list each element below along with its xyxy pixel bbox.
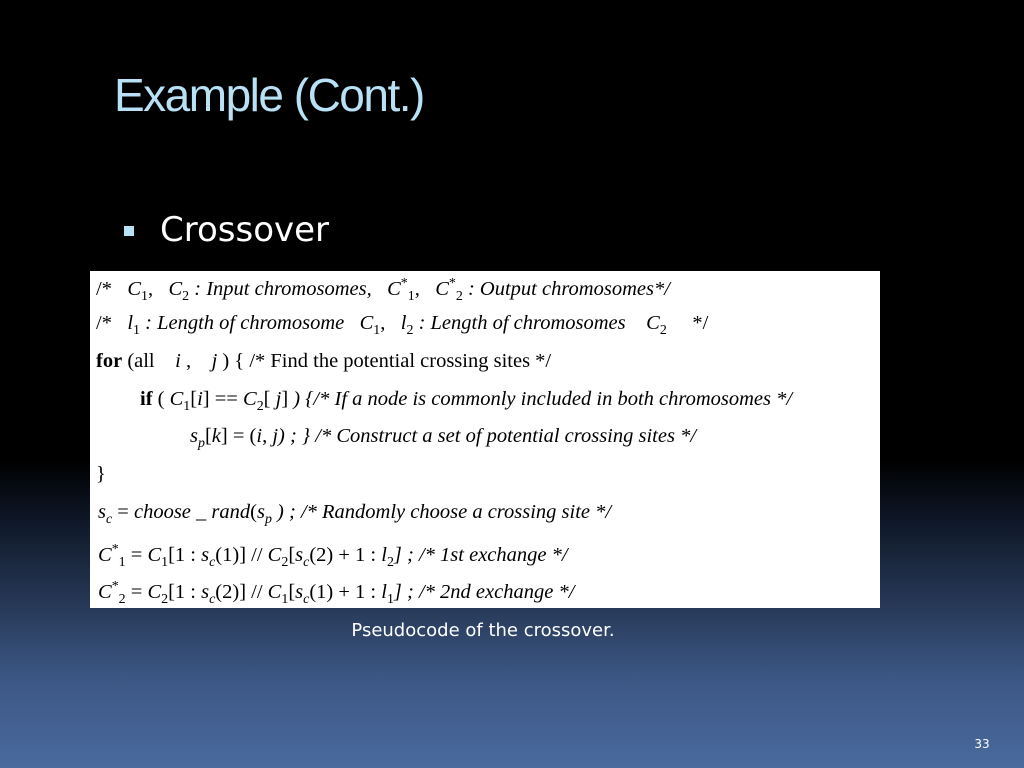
keyword-for: for (96, 350, 123, 372)
pseudocode-image (90, 271, 880, 608)
code-line-3 (96, 351, 551, 372)
sub-2: 2 (386, 554, 394, 570)
sub-1: 1 (373, 323, 381, 339)
var-j: j (211, 350, 218, 372)
sub-1: 1 (133, 323, 140, 339)
code-line-9: $C^*_2 = C_2[1$ : $s_c(2)] // C_1[s_c(1) + 1$ : $l_1$] ; /* 2nd exchange */ (98, 579, 575, 607)
comment-close: */ (692, 312, 709, 334)
star-sup: * (111, 579, 119, 594)
code-line-1 (96, 277, 670, 304)
figure-caption: Pseudocode of the crossover. (351, 620, 615, 641)
var-c: C (98, 543, 112, 566)
range-start: [1 : (168, 543, 196, 566)
code-line-6 (96, 464, 106, 485)
range-start: [1 : (168, 580, 196, 603)
assign-op: = (117, 501, 129, 523)
sub-1: 1 (386, 591, 394, 607)
bullet-text: Crossover (160, 210, 330, 250)
eq-op: = (130, 543, 143, 566)
code-rest: ) { /* Find the potential crossing sites */ (222, 350, 552, 372)
sub-1: 1 (407, 288, 415, 304)
var-c: C (267, 543, 282, 566)
var-i: i (175, 350, 181, 372)
code-line-8: $C^*_1 = C_1[1$ : $s_c(1)] // C_2[s_c(2) + 1$ : $l_2$] ; /* 1st exchange */ (98, 542, 568, 570)
bracket-open: [ (204, 425, 212, 447)
star-sup: * (111, 542, 119, 557)
closing-brace: } (96, 463, 106, 485)
bracket-open: [ (263, 388, 271, 410)
var-c: C (147, 543, 162, 566)
code-rest: ) ; /* Randomly choose a crossing site */ (277, 501, 612, 523)
comma: , (262, 425, 268, 447)
comma: , (380, 312, 386, 334)
arg-2: (2) + 1 : (309, 543, 377, 566)
var-c: C (98, 580, 112, 603)
sub-p: p (264, 512, 272, 528)
code-line-7 (98, 502, 611, 527)
arg-1: (2)] // (215, 580, 263, 603)
bracket-close: ] (281, 388, 289, 410)
code-line-4 (140, 389, 792, 414)
var-c: C (359, 312, 374, 334)
keyword-if: if (140, 388, 153, 410)
var-l: l (381, 543, 387, 566)
sub-2: 2 (406, 323, 414, 339)
var-l: l (400, 312, 407, 334)
comment-open: /* (96, 312, 112, 334)
sub-2: 2 (256, 399, 264, 415)
sub-1: 1 (118, 554, 126, 570)
var-c: C (387, 277, 401, 300)
var-i: i (197, 388, 203, 410)
var-s: s (98, 501, 106, 523)
code-rest: ] ; /* 1st exchange */ (393, 543, 568, 566)
paren-all: (all (127, 350, 155, 372)
var-k: k (211, 425, 221, 447)
sub-2: 2 (659, 323, 667, 339)
var-s: s (256, 501, 265, 523)
code-line-2 (96, 313, 708, 338)
arg-1: (1)] // (215, 543, 263, 566)
sub-c: c (105, 512, 113, 528)
open-paren: ( (157, 388, 165, 410)
sub-2: 2 (182, 288, 190, 304)
sub-2: 2 (281, 554, 289, 570)
star-sup: * (448, 276, 456, 291)
page-number: 33 (974, 737, 990, 751)
sub-2: 2 (118, 591, 126, 607)
comment-open: /* (96, 277, 112, 300)
slide-title: Example (Cont.) (114, 69, 424, 121)
var-c: C (127, 277, 142, 300)
sub-2: 2 (455, 288, 463, 304)
sub-2: 2 (161, 591, 169, 607)
var-c: C (646, 312, 660, 334)
var-i: i (256, 425, 263, 447)
comma: , (185, 350, 192, 372)
func-name: choose _ rand (133, 501, 251, 523)
arg-2: (1) + 1 : (309, 580, 377, 603)
var-s: s (190, 425, 198, 447)
var-j: j (275, 388, 282, 410)
var-c: C (169, 388, 184, 410)
assign-op: ] = ( (220, 425, 257, 447)
code-line-5 (190, 426, 696, 451)
var-c: C (267, 580, 282, 603)
sub-1: 1 (161, 554, 169, 570)
var-c: C (243, 388, 257, 410)
var-c: C (435, 277, 449, 300)
sub-1: 1 (281, 591, 289, 607)
length-label-1: : Length of chromosome (145, 312, 345, 334)
output-label: : Output chromosomes*/ (467, 277, 670, 300)
code-rest: ) {/* If a node is commonly included in both chromosomes */ (293, 388, 793, 410)
star-sup: * (400, 276, 408, 291)
sub-1: 1 (183, 399, 191, 415)
square-bullet-icon (124, 226, 134, 236)
comma: , (414, 277, 420, 300)
sub-1: 1 (141, 288, 148, 304)
length-label-2: : Length of chromosomes (418, 312, 626, 334)
var-c: C (168, 277, 183, 300)
bracket-open: [ (190, 388, 198, 410)
code-rest: ) ; } /* Construct a set of potential crossing sites */ (278, 425, 697, 447)
var-j: j (272, 425, 279, 447)
var-c: C (147, 580, 162, 603)
eq-op: ] == (202, 388, 238, 410)
sub-p: p (197, 436, 205, 452)
comma: , (147, 277, 154, 300)
input-label: : Input chromosomes, (194, 277, 372, 300)
var-l: l (127, 312, 134, 334)
bullet-item (124, 210, 329, 250)
var-l: l (381, 580, 387, 603)
open-paren: ( (250, 501, 257, 523)
code-rest: ] ; /* 2nd exchange */ (393, 580, 575, 603)
eq-op: = (130, 580, 143, 603)
